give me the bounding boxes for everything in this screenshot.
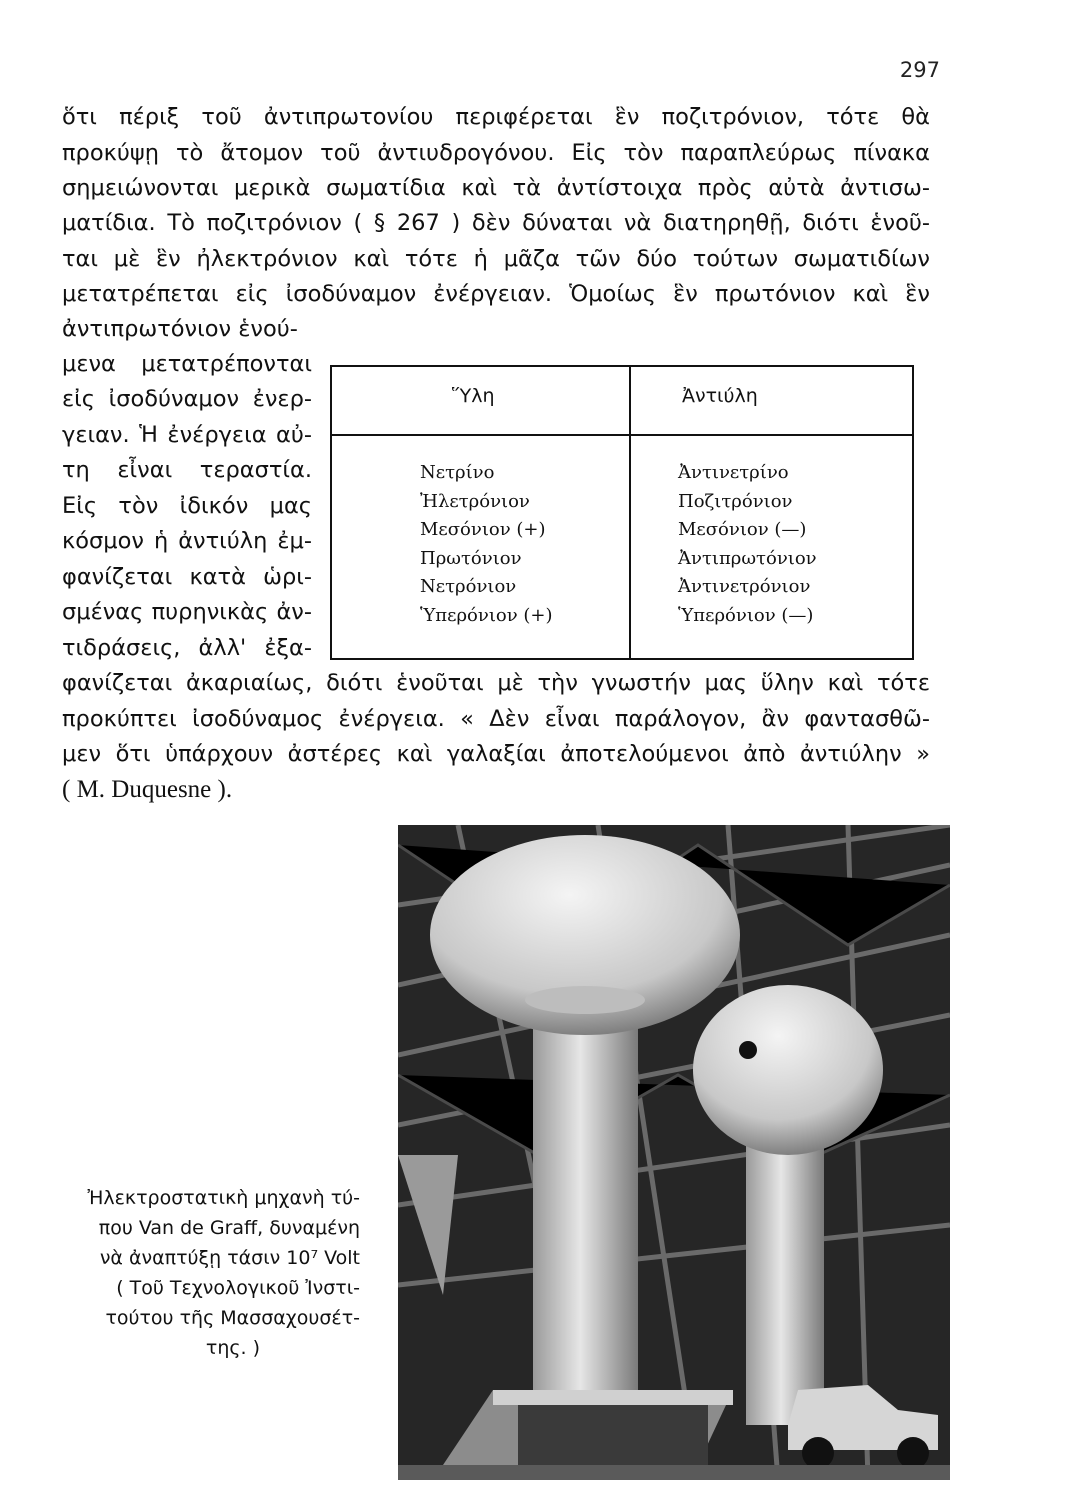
text-line: μεν ὅτι ὑπάρχουν ἀστέρες καὶ γαλαξίαι ἀποτελούμενοι ἀπὸ ἀντιύλην » (62, 741, 930, 767)
text-line: προκύπτει ἰσοδύναμος ἐνέργεια. « Δὲν εἶναι παράλογον, ἂν φαντασθῶ- (62, 706, 930, 732)
header-divider (332, 434, 912, 436)
text-line: μενα μετατρέπονται (62, 351, 312, 377)
text-line: φανίζεται κατὰ ὡρι- (62, 564, 312, 590)
antimatter-cell: Ἀντινετρόνιον (678, 576, 811, 597)
matter-antimatter-table (330, 365, 914, 660)
caption-line: της. ) (205, 1337, 260, 1359)
text-line: ματίδια. Τὸ ποζιτρόνιον ( § 267 ) δὲν δύναται νὰ διατηρηθῇ, διότι ἑνοῦ- (62, 210, 930, 236)
matter-cell: Ἠλετρόνιον (420, 490, 530, 512)
caption-line: τούτου τῆς Μασσαχουσέτ- (105, 1307, 360, 1329)
text-line: ἀντιπρωτόνιον ἑνού- (62, 316, 298, 342)
text-line: τη εἶναι τεραστία. (62, 457, 312, 483)
antimatter-cell: Ὑπερόνιον (—) (678, 604, 814, 626)
matter-cell: Ὑπερόνιον (+) (420, 604, 553, 626)
matter-cell: Νετρόνιον (420, 576, 517, 597)
text-line: τιδράσεις, ἀλλ' ἐξα- (62, 635, 312, 661)
text-line: ὅτι πέριξ τοῦ ἀντιπρωτονίου περιφέρεται ἓν ποζιτρόνιον, τότε θὰ (62, 104, 930, 130)
antimatter-cell: Ἀντινετρίνο (678, 462, 789, 483)
text-line: κόσμον ἡ ἀντιύλη ἐμ- (62, 528, 312, 554)
header-antimatter: Ἀντιύλη (682, 385, 758, 407)
text-line: σμένας πυρηνικὰς ἀν- (62, 599, 312, 625)
text-line: εἰς ἰσοδύναμον ἐνερ- (62, 386, 312, 412)
caption-line: που Van de Graff, δυναμένη (98, 1217, 360, 1239)
matter-cell: Μεσόνιον (+) (420, 519, 546, 540)
antimatter-column (678, 459, 817, 630)
column-divider (629, 367, 631, 658)
text-line: ται μὲ ἓν ἠλεκτρόνιον καὶ τότε ἡ μᾶζα τῶν δύο τούτων σωματιδίων (62, 246, 930, 272)
van-de-graaff-photo (398, 825, 950, 1480)
citation-line: ( M. Duquesne ). (62, 776, 233, 803)
text-line: σημειώνονται μερικὰ σωματίδια καὶ τὰ ἀντίστοιχα πρὸς αὐτὰ ἀντισω- (62, 175, 930, 201)
antimatter-cell: Ἀντιπρωτόνιον (678, 547, 817, 569)
matter-cell: Νετρίνο (420, 462, 495, 483)
text-line: γειαν. Ἡ ἐνέργεια αὐ- (62, 422, 312, 448)
page-number: 297 (899, 58, 940, 82)
header-matter: Ὕλη (452, 385, 495, 407)
caption-line: ( Τοῦ Τεχνολογικοῦ Ἰνστι- (116, 1277, 360, 1299)
caption-line: Ἠλεκτροστατικὴ μηχανὴ τύ- (87, 1187, 360, 1209)
text-line: Εἰς τὸν ἰδικόν μας (62, 493, 312, 519)
antimatter-cell: Μεσόνιον (—) (678, 519, 807, 540)
caption-line: νὰ ἀναπτύξῃ τάσιν 10⁷ Volt (99, 1247, 360, 1269)
antimatter-cell: Ποζιτρόνιον (678, 490, 793, 512)
text-line: προκύψῃ τὸ ἄτομον τοῦ ἀντιυδρογόνου. Εἰς τὸν παραπλεύρως πίνακα (62, 140, 930, 166)
matter-column (420, 459, 553, 630)
photo-illustration (398, 825, 950, 1480)
matter-cell: Πρωτόνιον (420, 547, 522, 569)
text-line: μετατρέπεται εἰς ἰσοδύναμον ἐνέργειαν. Ὁμοίως ἓν πρωτόνιον καὶ ἓν (62, 281, 930, 307)
text-line: φανίζεται ἀκαριαίως, διότι ἑνοῦται μὲ τὴν γνωστήν μας ὕλην καὶ τότε (62, 670, 930, 696)
